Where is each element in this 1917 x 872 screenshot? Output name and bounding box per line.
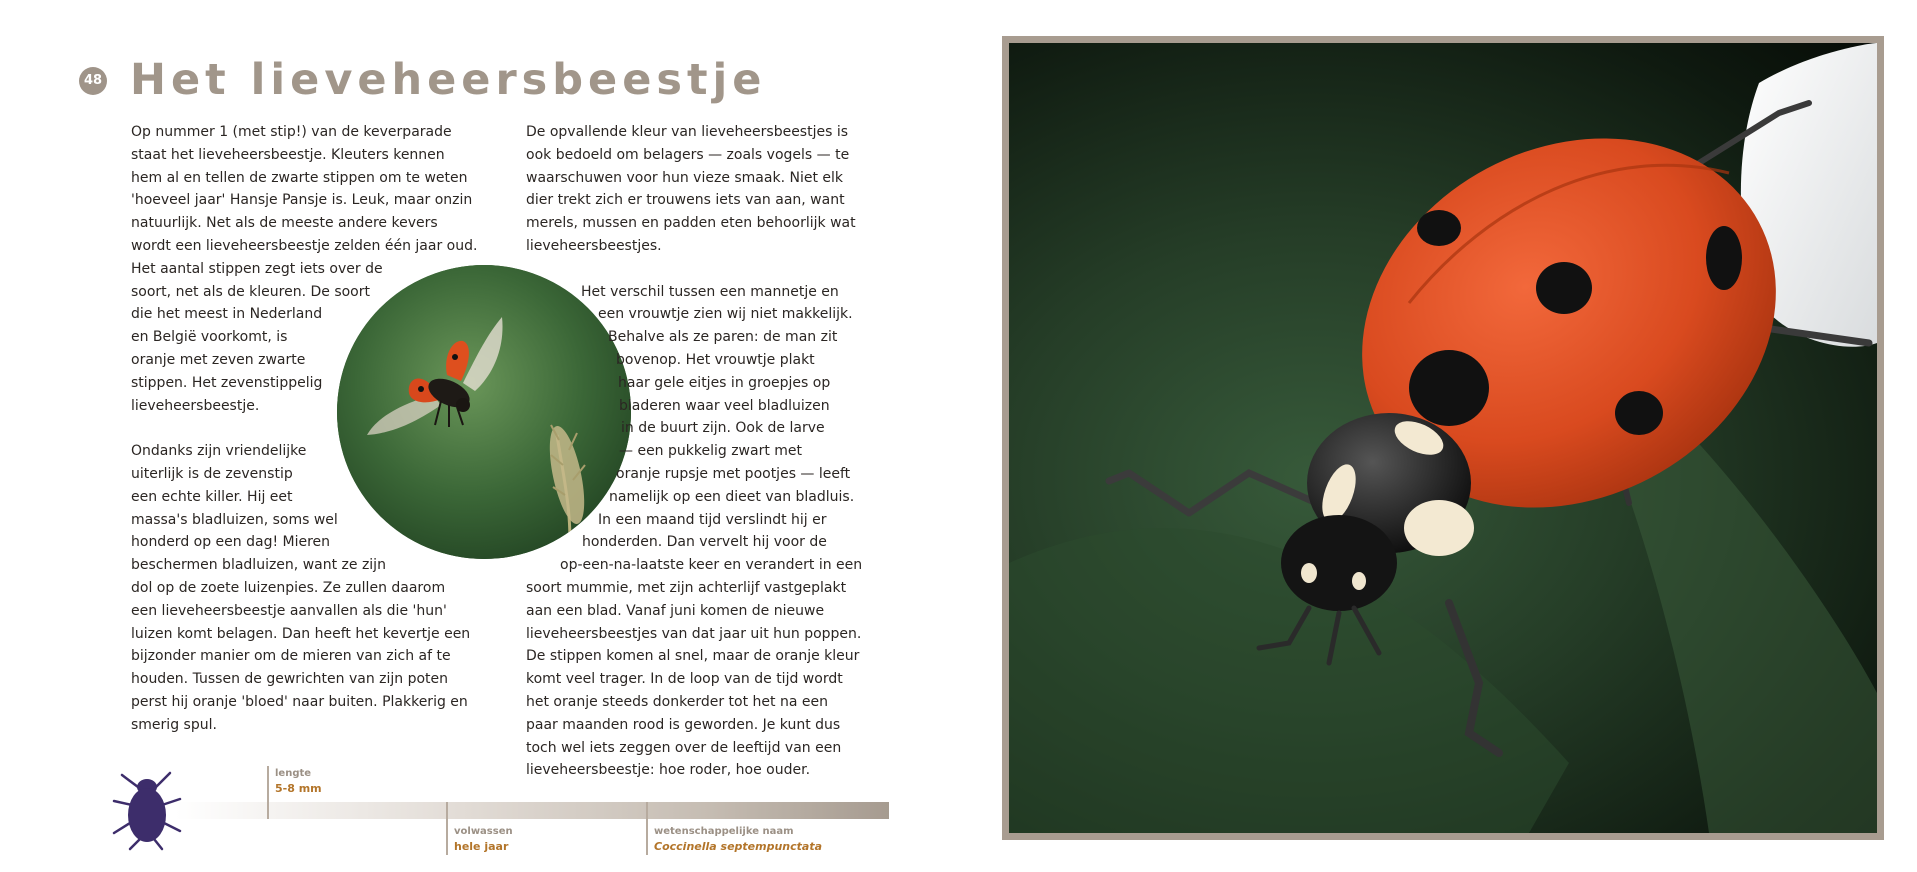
text-line: houden. Tussen de gewrichten van zijn poten [131, 671, 449, 688]
text-line: oranje met zeven zwarte [131, 351, 306, 368]
text-line: een lieveheersbeestje aanvallen als die 'hun' [131, 602, 447, 619]
beetle-silhouette-icon [110, 765, 184, 851]
text-line: in de buurt zijn. Ook de larve [621, 420, 825, 437]
text-line: natuurlijk. Net als de meeste andere kevers [131, 215, 438, 232]
text-line: paar maanden rood is geworden. Je kunt dus [526, 716, 841, 733]
text-line: 'hoeveel jaar' Hansje Pansje is. Leuk, maar onzin [131, 192, 473, 209]
text-line: een vrouwtje zien wij niet makkelijk. [598, 306, 853, 323]
text-line: toch wel iets zeggen over de leeftijd van een [526, 739, 842, 756]
text-line: Behalve als ze paren: de man zit [608, 329, 838, 346]
text-line: ook bedoeld om belagers — zoals vogels — te [526, 146, 850, 163]
text-line: het oranje steeds donkerder tot het na een [526, 693, 828, 710]
text-line: luizen komt belagen. Dan heeft het kevertje een [131, 625, 471, 642]
text-line: In een maand tijd verslindt hij er [598, 511, 827, 528]
text-line: hem al en tellen de zwarte stippen om te weten [131, 169, 468, 186]
text-line: staat het lieveheersbeestje. Kleuters kennen [131, 146, 445, 163]
text-line: dol op de zoete luizenpies. Ze zullen daarom [131, 579, 446, 596]
text-line: namelijk op een dieet van bladluis. [609, 488, 855, 505]
text-line: De stippen komen al snel, maar de oranje kleur [526, 648, 860, 665]
text-line: lieveheersbeestjes. [526, 237, 662, 254]
text-line: Het aantal stippen zegt iets over de [131, 260, 383, 277]
scientific-name-label: wetenschappelijke naam [654, 826, 794, 837]
text-line: soort, net als de kleuren. De soort [131, 283, 370, 300]
adult-label: volwassen [454, 826, 513, 837]
text-line: lieveheersbeestje: hoe roder, hoe ouder. [526, 762, 811, 779]
text-line: bijzonder manier om de mieren van zich af te [131, 648, 451, 665]
text-line: beschermen bladluizen, want ze zijn [131, 557, 386, 574]
text-line [526, 258, 896, 281]
text-line: bladeren waar veel bladluizen [619, 397, 830, 414]
text-line: op-een-na-laatste keer en verandert in een [560, 557, 863, 574]
page-title: Het lieveheersbeestje [130, 55, 767, 105]
text-line: uiterlijk is de zevenstip [131, 465, 293, 482]
text-line: soort mummie, met zijn achterlijf vastgeplakt [526, 579, 847, 596]
adult-divider [446, 802, 448, 855]
text-line: perst hij oranje 'bloed' naar buiten. Plakkerig en [131, 693, 468, 710]
text-line: — een pukkelig zwart met [619, 443, 803, 460]
text-line: aan een blad. Vanaf juni komen de nieuwe [526, 602, 825, 619]
ladybug-photo-frame [1002, 36, 1884, 840]
text-line: komt veel trager. In de loop van de tijd wordt [526, 671, 843, 688]
text-line: Op nummer 1 (met stip!) van de keverparade [131, 124, 452, 140]
length-divider [267, 766, 269, 819]
text-line: haar gele eitjes in groepjes op [618, 374, 831, 391]
text-line: die het meest in Nederland [131, 306, 323, 323]
text-line: Het verschil tussen een mannetje en [581, 283, 839, 300]
adult-value: hele jaar [454, 840, 509, 853]
scientific-divider [646, 802, 648, 855]
text-line: smerig spul. [131, 716, 217, 733]
text-line: massa's bladluizen, soms wel [131, 511, 338, 528]
text-line: honderden. Dan vervelt hij voor de [582, 534, 827, 551]
page-number-badge: 48 [79, 67, 107, 95]
text-line: dier trekt zich er trouwens iets van aan, want [526, 192, 845, 209]
length-label: lengte [275, 768, 312, 779]
ladybug-closeup-photo [1009, 43, 1877, 833]
right-text-column [526, 121, 896, 782]
text-line: en België voorkomt, is [131, 329, 288, 346]
text-line: een echte killer. Hij eet [131, 488, 293, 505]
text-line: lieveheersbeestjes van dat jaar uit hun poppen. [526, 625, 862, 642]
text-line: bovenop. Het vrouwtje plakt [616, 351, 815, 368]
text-line: wordt een lieveheersbeestje zelden één jaar oud. [131, 237, 478, 254]
text-line: stippen. Het zevenstippelig [131, 374, 323, 391]
text-line: waarschuwen voor hun vieze smaak. Niet elk [526, 169, 844, 186]
text-line: De opvallende kleur van lieveheersbeestjes is [526, 124, 849, 140]
scientific-name-value: Coccinella septempunctata [654, 840, 823, 853]
text-line: lieveheersbeestje. [131, 397, 260, 414]
length-value: 5-8 mm [275, 782, 322, 795]
text-line: Ondanks zijn vriendelijke [131, 443, 307, 460]
text-line: merels, mussen en padden eten behoorlijk wat [526, 215, 856, 232]
text-line: honderd op een dag! Mieren [131, 534, 331, 551]
text-line: oranje rupsje met pootjes — leeft [616, 465, 851, 482]
length-scale-bar [175, 802, 889, 819]
